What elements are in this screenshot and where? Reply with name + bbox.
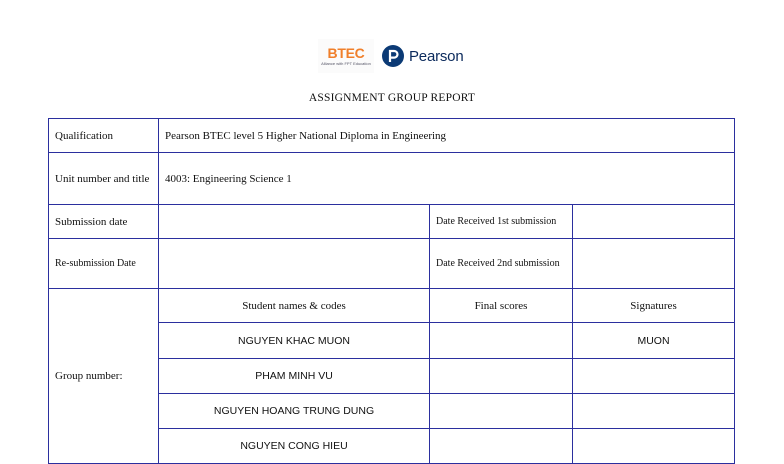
btec-logo-word: BTEC [327, 44, 365, 61]
student-names-header: Student names & codes [159, 289, 430, 323]
btec-logo [318, 39, 374, 73]
unit-value: 4003: Engineering Science 1 [159, 153, 735, 205]
qualification-value: Pearson BTEC level 5 Higher National Diploma in Engineering [159, 119, 735, 153]
final-score-field[interactable] [430, 359, 573, 394]
student-name: NGUYEN CONG HIEU [159, 429, 430, 464]
final-score-field[interactable] [430, 323, 573, 359]
signature-field[interactable] [573, 394, 735, 429]
student-name: PHAM MINH VU [159, 359, 430, 394]
resubmission-date-label: Re-submission Date [49, 239, 159, 289]
date-received-2nd-label: Date Received 2nd submission [430, 239, 573, 289]
group-number-label: Group number: [49, 289, 159, 464]
final-score-field[interactable] [430, 394, 573, 429]
btec-logo-subtitle: Alliance with FPT Education [321, 60, 371, 66]
qualification-row [49, 119, 735, 153]
submission-date-label: Submission date [49, 205, 159, 239]
signature-field[interactable] [573, 429, 735, 464]
resubmission-row [49, 239, 735, 289]
student-name: NGUYEN KHAC MUON [159, 323, 430, 359]
group-header-row [49, 289, 735, 323]
header-logos [318, 38, 468, 74]
pearson-p-icon [382, 45, 404, 67]
final-score-field[interactable] [430, 429, 573, 464]
signature-field[interactable] [573, 359, 735, 394]
pearson-logo [382, 45, 463, 67]
unit-row [49, 153, 735, 205]
signature-field[interactable]: MUON [573, 323, 735, 359]
qualification-label: Qualification [49, 119, 159, 153]
date-received-2nd-field[interactable] [573, 239, 735, 289]
resubmission-date-field[interactable] [159, 239, 430, 289]
date-received-1st-field[interactable] [573, 205, 735, 239]
assignment-report-table [48, 118, 735, 464]
date-received-1st-label: Date Received 1st submission [430, 205, 573, 239]
student-name: NGUYEN HOANG TRUNG DUNG [159, 394, 430, 429]
final-scores-header: Final scores [430, 289, 573, 323]
signatures-header: Signatures [573, 289, 735, 323]
unit-label: Unit number and title [49, 153, 159, 205]
pearson-logo-word: Pearson [409, 47, 464, 65]
page-title: ASSIGNMENT GROUP REPORT [308, 92, 476, 104]
submission-date-field[interactable] [159, 205, 430, 239]
submission-row [49, 205, 735, 239]
